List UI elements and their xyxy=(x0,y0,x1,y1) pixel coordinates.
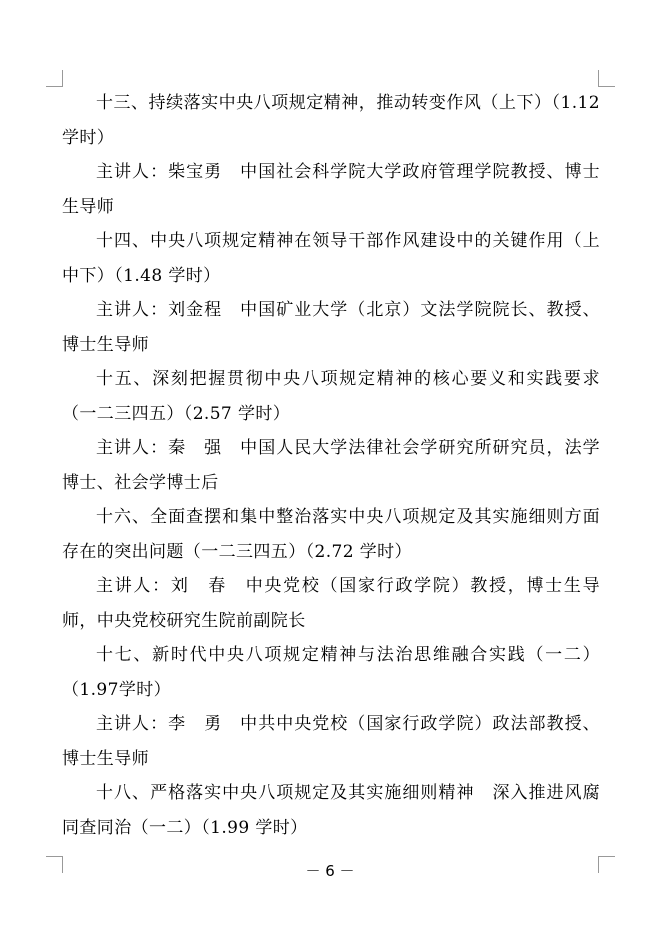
course-speaker-15: 主讲人：秦 强 中国人民大学法律社会学研究所研究员，法学博士、社会学博士后 xyxy=(62,438,600,493)
course-title-13: 十三、持续落实中央八项规定精神，推动转变作风（上下）（1.12学时） xyxy=(62,93,600,148)
crop-mark-top-left xyxy=(46,70,63,87)
course-speaker-17: 主讲人：李 勇 中共中央党校（国家行政学院）政法部教授、博士生导师 xyxy=(62,714,600,769)
crop-mark-top-right xyxy=(598,70,615,87)
course-title-15: 十五、深刻把握贯彻中央八项规定精神的核心要义和实践要求（一二三四五）（2.57 学时） xyxy=(62,369,600,424)
course-list xyxy=(62,86,600,845)
course-speaker-13: 主讲人：柴宝勇 中国社会科学院大学政府管理学院教授、博士生导师 xyxy=(62,162,600,217)
course-title-18: 十八、严格落实中央八项规定及其实施细则精神 深入推进风腐同查同治（一二）（1.99 学时） xyxy=(62,783,600,838)
course-title-14: 十四、中央八项规定精神在领导干部作风建设中的关键作用（上中下）（1.48 学时） xyxy=(62,231,600,286)
course-speaker-14: 主讲人：刘金程 中国矿业大学（北京）文法学院院长、教授、博士生导师 xyxy=(62,300,600,355)
course-title-17: 十七、新时代中央八项规定精神与法治思维融合实践（一二）（1.97学时） xyxy=(62,645,600,700)
course-speaker-16: 主讲人：刘 春 中央党校（国家行政学院）教授，博士生导师，中央党校研究生院前副院长 xyxy=(62,576,600,631)
page-number: － 6 － xyxy=(305,862,355,880)
course-title-16: 十六、全面查摆和集中整治落实中央八项规定及其实施细则方面存在的突出问题（一二三四五）（2.72 学时） xyxy=(62,507,600,562)
